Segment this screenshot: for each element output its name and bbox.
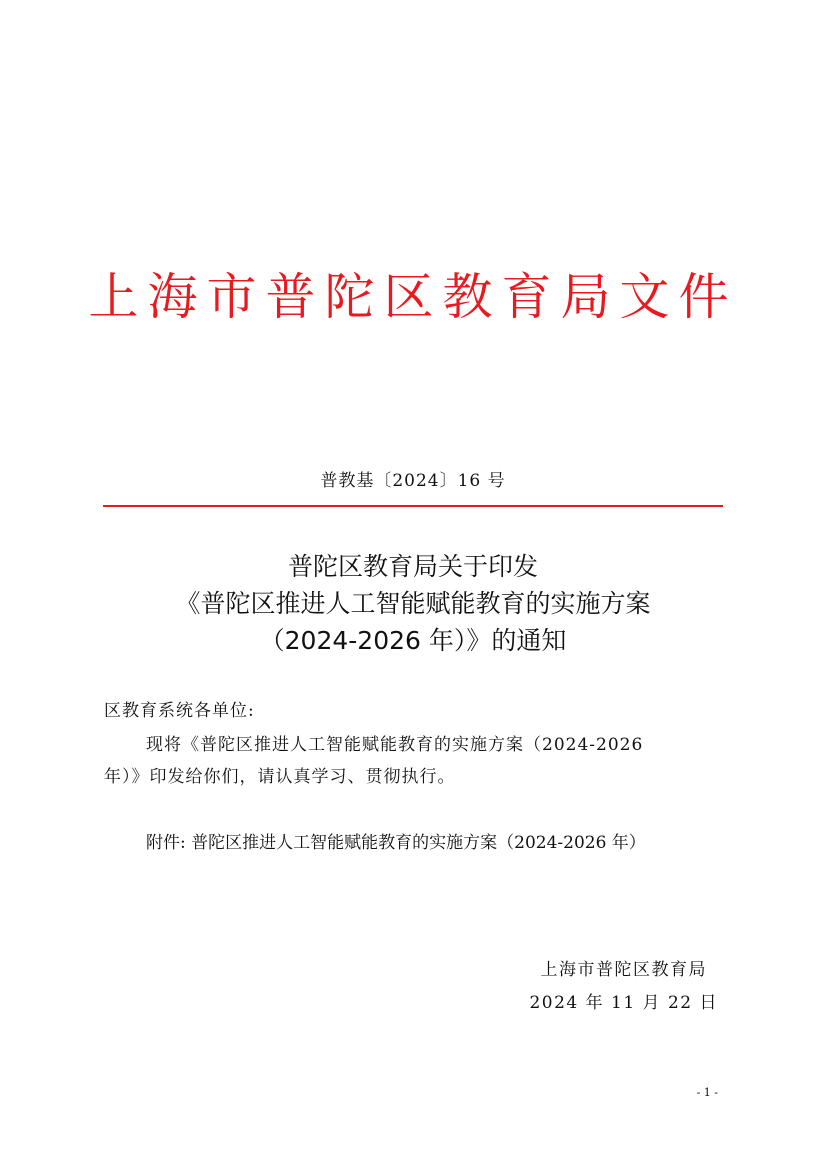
body-paragraph-line-2: 年）》印发给你们，请认真学习、贯彻执行。: [104, 767, 456, 787]
notice-title-line-3: （2024-2026 年）》的通知: [259, 626, 567, 655]
body-paragraph-line-1: 现将《普陀区推进人工智能赋能教育的实施方案（2024-2026: [146, 735, 644, 755]
notice-title: [0, 548, 826, 659]
notice-title-line-1: 普陀区教育局关于印发: [287, 552, 538, 581]
signature-block: [529, 954, 718, 1020]
document-masthead: 上海市普陀区教育局文件: [88, 268, 738, 326]
page-number: - 1 -: [696, 1086, 718, 1099]
notice-title-line-2: 《普陀区推进人工智能赋能教育的实施方案: [175, 589, 651, 618]
red-divider-line: [103, 505, 723, 507]
attachment-note: 附件: 普陀区推进人工智能赋能教育的实施方案（2024-2026 年）: [146, 833, 646, 853]
issue-date: 2024 年 11 月 22 日: [529, 993, 718, 1013]
salutation: 区教育系统各单位:: [104, 701, 255, 721]
issuer-name: 上海市普陀区教育局: [540, 960, 707, 980]
document-number: 普教基〔2024〕16 号: [320, 471, 506, 491]
